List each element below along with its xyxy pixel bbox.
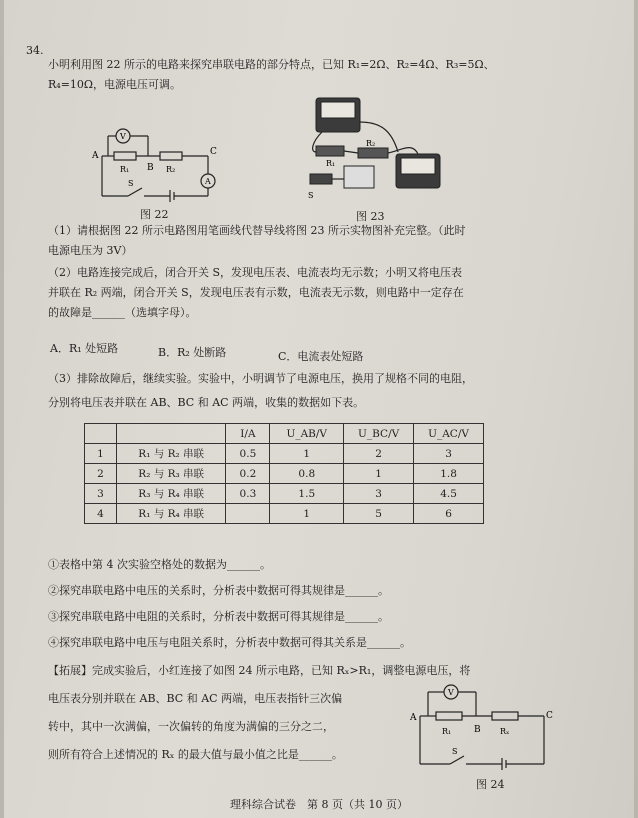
fig22-ammeter-label: A bbox=[205, 177, 211, 186]
figure-22-caption: 图 22 bbox=[140, 208, 169, 221]
table-cell: 2 bbox=[85, 464, 117, 484]
fig24-label-r1: R₁ bbox=[442, 727, 452, 736]
table-header-cell bbox=[85, 424, 117, 444]
subquestion-4: ④探究串联电路中电压与电阻关系时，分析表中数据可得其关系是______。 bbox=[48, 636, 411, 649]
fig22-label-r2: R₂ bbox=[166, 165, 176, 174]
table-row bbox=[85, 504, 484, 524]
figure-24-circuit bbox=[406, 680, 556, 776]
table-cell: 3 bbox=[344, 484, 414, 504]
extension-line-1: 【拓展】完成实验后，小红连接了如图 24 所示电路，已知 Rₓ>R₁，调整电源电压，将 bbox=[48, 664, 471, 677]
table-cell: 6 bbox=[414, 504, 484, 524]
option-c: C．电流表处短路 bbox=[278, 350, 364, 363]
table-row bbox=[85, 444, 484, 464]
table-cell: R₁ 与 R₂ 串联 bbox=[116, 444, 226, 464]
fig24-label-a: A bbox=[410, 713, 417, 723]
table-cell: 1 bbox=[270, 504, 344, 524]
figure-24-caption: 图 24 bbox=[476, 778, 505, 791]
page-footer: 理科综合试卷 第 8 页（共 10 页） bbox=[230, 798, 408, 811]
subquestion-2: ②探究串联电路中电压的关系时，分析表中数据可得其规律是______。 bbox=[48, 584, 389, 597]
table-cell: 0.8 bbox=[270, 464, 344, 484]
exam-page bbox=[4, 0, 634, 818]
fig22-label-r1: R₁ bbox=[120, 165, 130, 174]
figure-23-apparatus bbox=[302, 92, 452, 204]
table-cell: R₃ 与 R₄ 串联 bbox=[116, 484, 226, 504]
figure-23-caption: 图 23 bbox=[356, 210, 385, 223]
part2-line-3: 的故障是______（选填字母）。 bbox=[48, 306, 197, 319]
table-cell: 3 bbox=[85, 484, 117, 504]
intro-line-2: R₄=10Ω，电源电压可调。 bbox=[48, 78, 182, 91]
subquestion-3: ③探究串联电路中电阻的关系时，分析表中数据可得其规律是______。 bbox=[48, 610, 389, 623]
table-cell: 0.3 bbox=[226, 484, 270, 504]
fig23-label-r2: R₂ bbox=[366, 139, 376, 148]
table-cell: 1 bbox=[270, 444, 344, 464]
table-cell: 3 bbox=[414, 444, 484, 464]
table-row bbox=[85, 484, 484, 504]
table-cell: 5 bbox=[344, 504, 414, 524]
subquestion-1: ①表格中第 4 次实验空格处的数据为______。 bbox=[48, 558, 271, 571]
intro-line-1: 小明利用图 22 所示的电路来探究串联电路的部分特点，已知 R₁=2Ω、R₂=4Ω、R₃=5Ω、 bbox=[48, 58, 495, 71]
table-cell: 4 bbox=[85, 504, 117, 524]
fig24-voltmeter-label: V bbox=[448, 688, 454, 697]
table-cell: 1 bbox=[344, 464, 414, 484]
fig22-label-c: C bbox=[210, 147, 217, 157]
option-a: A．R₁ 处短路 bbox=[50, 342, 119, 355]
table-header-cell: U_BC/V bbox=[344, 424, 414, 444]
part1-line-2: 电源电压为 3V） bbox=[48, 244, 133, 257]
table-cell: 1.8 bbox=[414, 464, 484, 484]
table-cell: 0.2 bbox=[226, 464, 270, 484]
extension-line-3: 转中，其中一次满偏，一次偏转的角度为满偏的三分之二， bbox=[48, 720, 334, 733]
extension-line-4: 则所有符合上述情况的 Rₓ 的最大值与最小值之比是______。 bbox=[48, 748, 343, 761]
table-cell: R₂ 与 R₃ 串联 bbox=[116, 464, 226, 484]
table-cell: 0.5 bbox=[226, 444, 270, 464]
table-cell: 4.5 bbox=[414, 484, 484, 504]
part3-line-2: 分别将电压表并联在 AB、BC 和 AC 两端，收集的数据如下表。 bbox=[48, 396, 365, 409]
fig24-label-rx: Rₓ bbox=[500, 727, 510, 736]
fig24-switch-label: S bbox=[452, 747, 458, 756]
table-header-cell: U_AB/V bbox=[270, 424, 344, 444]
table-header-row bbox=[85, 424, 484, 444]
table-header-cell: I/A bbox=[226, 424, 270, 444]
figure-22-circuit bbox=[92, 118, 222, 204]
question-number: 34. bbox=[26, 44, 44, 57]
table-cell: 1.5 bbox=[270, 484, 344, 504]
fig22-switch-label: S bbox=[128, 179, 134, 188]
table-cell: 2 bbox=[344, 444, 414, 464]
table-cell: 1 bbox=[85, 444, 117, 464]
fig22-label-a: A bbox=[92, 151, 99, 161]
fig24-label-c: C bbox=[546, 711, 553, 721]
fig22-label-b: B bbox=[147, 163, 154, 173]
part2-line-1: （2）电路连接完成后，闭合开关 S，发现电压表、电流表均无示数；小明又将电压表 bbox=[48, 266, 463, 279]
table-cell bbox=[226, 504, 270, 524]
table-header-cell bbox=[116, 424, 226, 444]
fig22-voltmeter-label: V bbox=[120, 132, 126, 141]
fig23-switch-label: S bbox=[308, 191, 314, 200]
part2-line-2: 并联在 R₂ 两端，闭合开关 S，发现电压表有示数，电流表无示数，则电路中一定存在 bbox=[48, 286, 464, 299]
data-table bbox=[84, 423, 484, 524]
option-b: B．R₂ 处断路 bbox=[158, 346, 227, 359]
part1-line-1: （1）请根据图 22 所示电路图用笔画线代替导线将图 23 所示实物图补充完整。（此时 bbox=[48, 224, 466, 237]
table-row bbox=[85, 464, 484, 484]
fig23-label-r1: R₁ bbox=[326, 159, 336, 168]
part3-line-1: （3）排除故障后，继续实验。实验中，小明调节了电源电压，换用了规格不同的电阻， bbox=[48, 372, 473, 385]
extension-line-2: 电压表分别并联在 AB、BC 和 AC 两端，电压表指针三次偏 bbox=[48, 692, 343, 705]
table-cell: R₁ 与 R₄ 串联 bbox=[116, 504, 226, 524]
fig24-label-b: B bbox=[474, 725, 481, 735]
table-header-cell: U_AC/V bbox=[414, 424, 484, 444]
